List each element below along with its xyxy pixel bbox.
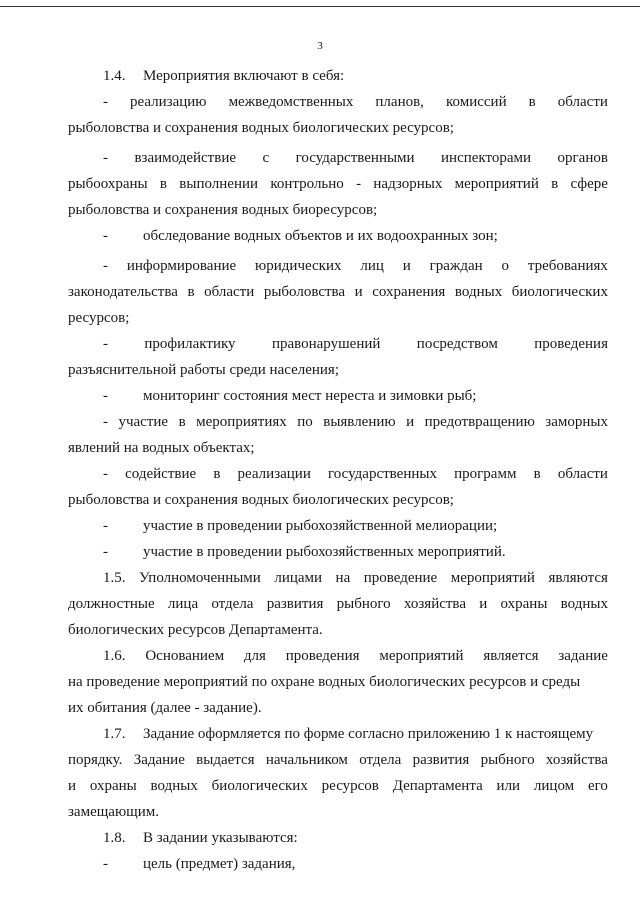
text-word: мероприятий: [379, 648, 464, 664]
item-marker: -: [103, 388, 108, 404]
text-line: [68, 438, 608, 458]
text-line: [103, 464, 608, 484]
item-marker: 1.8.: [103, 830, 126, 846]
text-word: биологических: [211, 778, 308, 794]
text-word: в: [187, 284, 195, 300]
text-word: 1.5.: [103, 570, 126, 586]
text-word: планов,: [375, 94, 424, 110]
item-text: обследование водных объектов и их водоохранных зон;: [143, 228, 498, 244]
text-word: выявлению: [323, 414, 396, 430]
text-word: и: [402, 258, 411, 274]
item-text: цель (предмет) задания,: [143, 856, 296, 872]
text-word: хозяйства: [545, 752, 608, 768]
text-word: выдается: [196, 752, 255, 768]
text-line: [68, 620, 608, 640]
text-line: [68, 200, 608, 220]
item-marker: -: [103, 544, 108, 560]
text-word: отдела: [359, 752, 402, 768]
text-line: [68, 750, 608, 770]
text-word: в: [213, 466, 221, 482]
text-line: [103, 828, 608, 848]
text-word: посредством: [416, 336, 498, 352]
line-text: ресурсов;: [68, 310, 130, 326]
text-word: инспекторами: [441, 150, 532, 166]
text-line: [103, 516, 608, 536]
text-word: охраны: [500, 596, 548, 612]
text-word: комиссий: [445, 94, 507, 110]
text-word: проведение: [363, 570, 438, 586]
text-word: органов: [557, 150, 608, 166]
text-word: лиц: [360, 258, 384, 274]
text-line: [68, 360, 608, 380]
text-word: хозяйства: [403, 596, 466, 612]
text-word: межведомственных: [228, 94, 354, 110]
text-word: требованиях: [527, 258, 608, 274]
item-text: Мероприятия включают в себя:: [143, 68, 345, 84]
text-word: предотвращению: [424, 414, 535, 430]
text-word: должностные: [68, 596, 155, 612]
text-word: охраны: [89, 778, 137, 794]
text-word: -: [356, 176, 362, 192]
text-line: [103, 334, 608, 354]
text-word: биологических: [511, 284, 608, 300]
text-word: мероприятий: [454, 176, 539, 192]
text-word: области: [557, 94, 608, 110]
text-word: -: [103, 466, 108, 482]
text-word: водных: [454, 284, 503, 300]
text-line: [103, 646, 608, 666]
text-line: [68, 282, 608, 302]
line-text: замещающим.: [68, 804, 159, 820]
text-word: Уполномоченными: [139, 570, 261, 586]
text-word: в: [551, 176, 559, 192]
text-word: с: [262, 150, 270, 166]
text-word: ресурсов: [321, 778, 379, 794]
line-text: разъяснительной работы среди населения;: [68, 362, 339, 378]
line-text: рыболовства и сохранения водных биологических ресурсов;: [68, 492, 454, 508]
text-line: [103, 412, 608, 432]
text-word: лицами: [274, 570, 323, 586]
text-word: и: [479, 596, 488, 612]
text-line: [103, 226, 608, 246]
text-word: в: [533, 466, 541, 482]
text-word: проведения: [534, 336, 608, 352]
text-word: начальником: [265, 752, 348, 768]
text-word: являются: [548, 570, 608, 586]
text-word: Департамента: [392, 778, 483, 794]
text-word: заморных: [545, 414, 608, 430]
line-text: рыболовства и сохранения водных биологических ресурсов;: [68, 120, 454, 136]
text-word: -: [103, 150, 108, 166]
text-word: законодательства: [68, 284, 178, 300]
text-word: является: [483, 648, 539, 664]
text-word: лица: [167, 596, 199, 612]
text-word: реализации: [237, 466, 311, 482]
text-word: в: [528, 94, 536, 110]
top-border-line: [0, 6, 640, 7]
text-word: и: [354, 284, 363, 300]
text-word: и: [68, 778, 77, 794]
text-word: на: [335, 570, 351, 586]
text-line: [68, 118, 608, 138]
text-word: его: [587, 778, 608, 794]
text-word: информирование: [126, 258, 237, 274]
text-line: [68, 802, 608, 822]
line-text: биологических ресурсов Департамента.: [68, 622, 323, 638]
text-word: сохранения: [372, 284, 446, 300]
text-word: водных: [150, 778, 198, 794]
text-line: [68, 698, 608, 718]
line-text: их обитания (далее - задание).: [68, 700, 262, 716]
item-marker: -: [103, 856, 108, 872]
item-text: мониторинг состояния мест нереста и зимовки рыб;: [143, 388, 477, 404]
text-word: надзорных: [373, 176, 443, 192]
text-word: в: [178, 414, 186, 430]
text-word: лицом: [533, 778, 575, 794]
text-word: Основанием: [145, 648, 225, 664]
text-word: программ: [454, 466, 517, 482]
text-line: [103, 256, 608, 276]
text-word: для: [243, 648, 266, 664]
text-word: -: [103, 94, 108, 110]
text-line: [103, 92, 608, 112]
text-word: профилактику: [144, 336, 236, 352]
text-word: и: [406, 414, 415, 430]
text-word: области: [204, 284, 255, 300]
text-word: реализацию: [130, 94, 207, 110]
text-word: порядку.: [68, 752, 123, 768]
text-line: [103, 542, 608, 562]
text-line: [103, 386, 608, 406]
text-word: -: [103, 258, 108, 274]
text-line: [68, 174, 608, 194]
item-marker: 1.4.: [103, 68, 126, 84]
text-word: мероприятиях: [196, 414, 287, 430]
text-word: рыбоохраны: [68, 176, 148, 192]
text-word: Задание: [133, 752, 185, 768]
text-line: [103, 66, 608, 86]
text-word: контрольно: [270, 176, 344, 192]
text-word: правонарушений: [271, 336, 381, 352]
line-text: явлений на водных объектах;: [68, 440, 255, 456]
text-line: [68, 594, 608, 614]
text-word: -: [103, 336, 108, 352]
line-text: рыболовства и сохранения водных биоресурсов;: [68, 202, 378, 218]
text-word: проведения: [285, 648, 360, 664]
text-line: [68, 490, 608, 510]
text-word: взаимодействие: [134, 150, 237, 166]
page-number: 3: [317, 40, 323, 52]
text-word: -: [103, 414, 108, 430]
text-word: развития: [266, 596, 324, 612]
text-word: 1.6.: [103, 648, 126, 664]
item-text: участие в проведении рыбохозяйственной мелиорации;: [143, 518, 498, 534]
text-word: отдела: [211, 596, 254, 612]
text-line: [103, 724, 608, 744]
text-word: водных: [560, 596, 608, 612]
text-word: участие: [118, 414, 169, 430]
text-word: рыбного: [480, 752, 535, 768]
text-line: [68, 308, 608, 328]
text-word: или: [496, 778, 521, 794]
line-text: на проведение мероприятий по охране водных биологических ресурсов и среды: [68, 674, 581, 690]
text-word: мероприятий: [450, 570, 535, 586]
text-word: области: [557, 466, 608, 482]
text-word: рыбного: [336, 596, 391, 612]
text-line: [103, 854, 608, 874]
item-marker: -: [103, 518, 108, 534]
text-word: юридических: [255, 258, 342, 274]
text-line: [103, 568, 608, 588]
item-marker: -: [103, 228, 108, 244]
text-word: граждан: [429, 258, 483, 274]
text-word: государственных: [328, 466, 437, 482]
text-word: содействие: [125, 466, 197, 482]
text-word: развития: [412, 752, 470, 768]
item-text: Задание оформляется по форме согласно приложению 1 к настоящему: [143, 726, 594, 742]
text-line: [103, 148, 608, 168]
text-word: государственными: [295, 150, 415, 166]
text-word: по: [297, 414, 313, 430]
item-text: В задании указываются:: [143, 830, 298, 846]
text-word: в: [159, 176, 167, 192]
text-word: сфере: [570, 176, 608, 192]
text-word: задание: [558, 648, 608, 664]
text-word: рыболовства: [263, 284, 346, 300]
item-marker: 1.7.: [103, 726, 126, 742]
text-word: выполнении: [179, 176, 259, 192]
text-line: [68, 776, 608, 796]
text-word: о: [501, 258, 510, 274]
text-line: [68, 672, 608, 692]
item-text: участие в проведении рыбохозяйственных мероприятий.: [143, 544, 506, 560]
